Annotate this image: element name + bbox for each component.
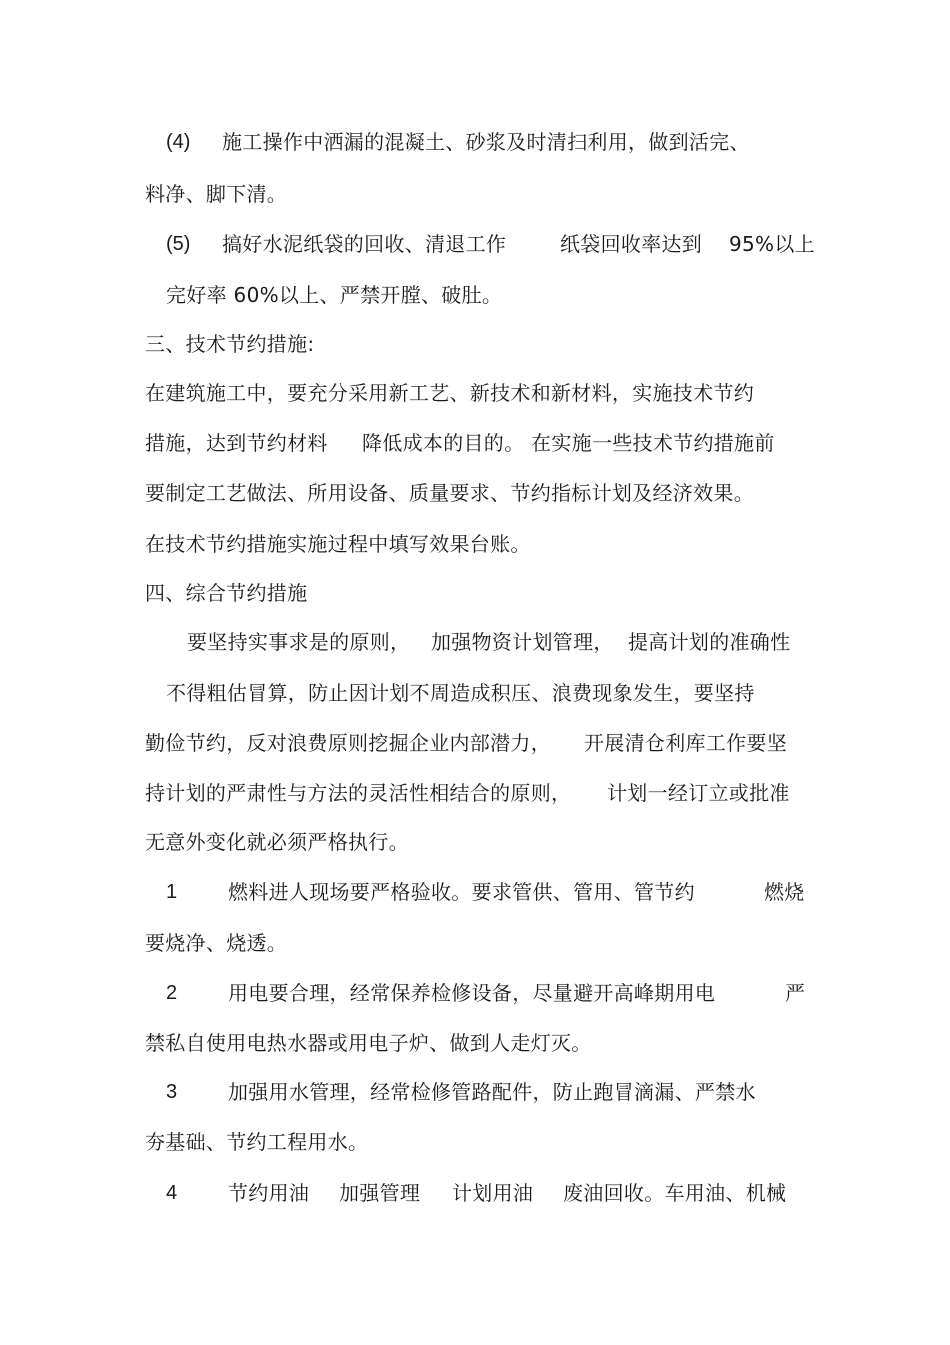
paragraph-line: 在建筑施工中，要充分采用新工艺、新技术和新材料，实施技术节约: [145, 381, 754, 405]
paragraph-line: 夯基础、节约工程用水。: [145, 1130, 369, 1154]
paragraph-line: 勤俭节约，反对浪费原则挖掘企业内部潜力，: [145, 731, 551, 755]
paragraph-line: 要坚持实事求是的原则，: [187, 630, 411, 654]
paragraph-line: 加强物资计划管理，: [431, 630, 614, 654]
paragraph-line: 计划用油: [452, 1181, 534, 1205]
item-number: 4: [166, 1182, 178, 1204]
item-number: (4): [166, 131, 191, 153]
paragraph-line: 计划一经订立或批准: [607, 781, 790, 805]
paragraph-line: 燃烧: [764, 880, 805, 904]
item-number: (5): [166, 233, 191, 255]
paragraph-line: 不得粗估冒算，防止因计划不周造成积压、浪费现象发生，要坚持: [166, 681, 755, 705]
paragraph-line: 用电要合理，经常保养检修设备，尽量避开高峰期用电: [228, 981, 716, 1005]
paragraph-line: 废油回收。车用油、机械: [563, 1181, 787, 1205]
paragraph-line: 料净、脚下清。: [145, 182, 288, 206]
paragraph-line: 提高计划的准确性: [628, 630, 791, 654]
paragraph-line: 施工操作中洒漏的混凝土、砂浆及时清扫利用，做到活完、: [222, 130, 750, 154]
paragraph-line: 在技术节约措施实施过程中填写效果台账。: [145, 532, 531, 556]
paragraph-line: 要制定工艺做法、所用设备、质量要求、节约指标计划及经济效果。: [145, 481, 754, 505]
paragraph-line: 纸袋回收率达到: [560, 232, 703, 256]
paragraph-line: 节约用油: [228, 1181, 310, 1205]
paragraph-line: 持计划的严肃性与方法的灵活性相结合的原则，: [145, 781, 572, 805]
paragraph-line: 严: [785, 981, 806, 1005]
paragraph-line: 燃料进人现场要严格验收。要求管供、管用、管节约: [228, 880, 695, 904]
paragraph-line: 降低成本的目的。 在实施一些技术节约措施前: [362, 431, 775, 455]
paragraph-line: 加强管理: [339, 1181, 421, 1205]
paragraph-line: 开展清仓利库工作要坚: [584, 731, 787, 755]
paragraph-line: 要烧净、烧透。: [145, 931, 288, 955]
item-number: 2: [166, 982, 178, 1004]
section-heading: 四、综合节约措施: [145, 581, 308, 605]
paragraph-line: 加强用水管理，经常检修管路配件，防止跑冒滴漏、严禁水: [228, 1080, 756, 1104]
paragraph-line: 完好率 60%以上、严禁开膛、破肚。: [166, 283, 503, 307]
item-number: 1: [166, 881, 178, 903]
section-heading: 三、技术节约措施:: [145, 332, 315, 356]
paragraph-line: 措施，达到节约材料: [145, 431, 328, 455]
paragraph-line: 95%以上: [729, 232, 815, 256]
paragraph-line: 搞好水泥纸袋的回收、清退工作: [222, 232, 507, 256]
item-number: 3: [166, 1081, 178, 1103]
paragraph-line: 禁私自使用电热水器或用电子炉、做到人走灯灭。: [145, 1031, 592, 1055]
paragraph-line: 无意外变化就必须严格执行。: [145, 830, 409, 854]
